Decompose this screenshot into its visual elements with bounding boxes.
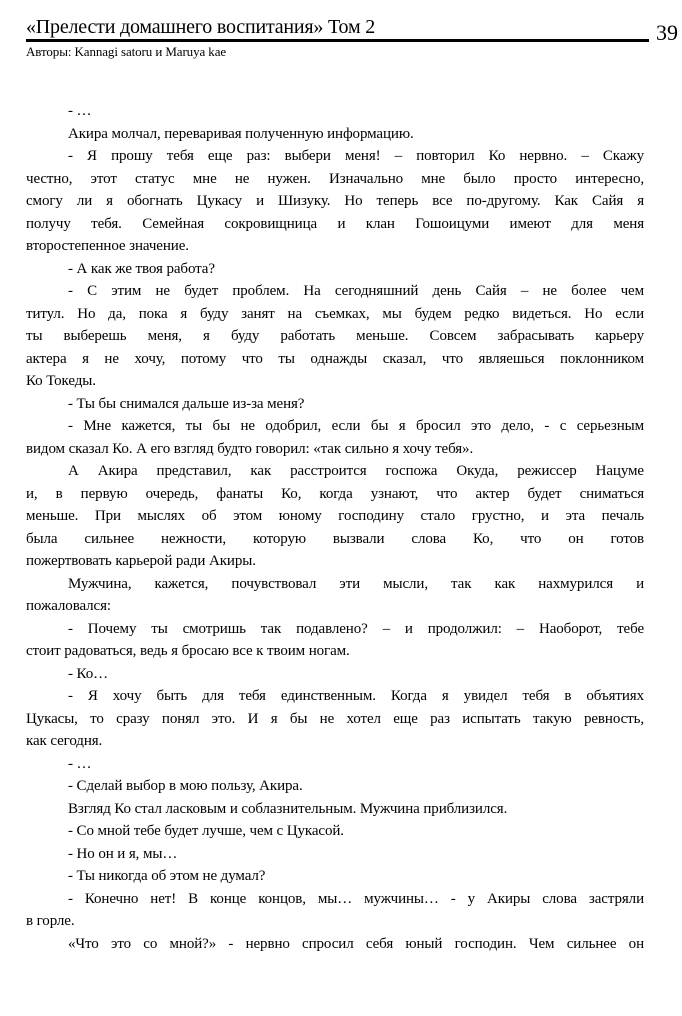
text-line: в горле. [26,913,75,929]
paragraph [26,888,644,933]
text-line: актера я не хочу, потому что ты однажды сказал, что являешься поклонником [26,350,644,367]
text-line: - Я прошу тебя еще раз: выбери меня! – повторил Ко нервно. – Скажу [68,148,644,164]
text-line: - Ко… [68,665,109,682]
header-rule [26,16,649,42]
text-line: - Но он и я, мы… [68,845,178,862]
paragraph [26,573,644,618]
paragraph [26,618,644,663]
text-line: - С этим не будет проблем. На сегодняшний день Сайя – не более чем [68,283,644,299]
body-text [26,100,644,955]
text-line: - Ты никогда об этом не думал? [68,868,266,884]
page-header [26,16,678,45]
text-line: титул. Но да, пока я буду занят на съемках, мы будем редко видеться. Но если [26,305,644,322]
text-line: Ко Токеды. [26,373,96,389]
text-line: - Со мной тебе будет лучше, чем с Цукасой. [68,823,344,839]
text-line: стоит радоваться, ведь я бросаю все к твоим ногам. [26,643,350,659]
text-line: - Почему ты смотришь так подавлено? – и продолжил: – Наоборот, тебе [68,620,644,637]
text-line: меньше. При мыслях об этом юному господину стало грустно, и эта печаль [26,508,644,524]
text-line: Мужчина, кажется, почувствовал эти мысли, так как нахмурился и [68,575,644,592]
text-line: видом сказал Ко. А его взгляд будто говорил: «так сильно я хочу тебя». [26,440,474,457]
text-line: как сегодня. [26,733,103,749]
paragraph [26,415,644,460]
text-line: получу тебя. Семейная сокровищница и клан Гошоицуми имеют для меня [26,215,644,232]
text-line: - Мне кажется, ты бы не одобрил, если бы я бросил это дело, - с серьезным [68,418,644,434]
text-line: и, в первую очередь, фанаты Ко, когда узнают, что актер будет сниматься [26,485,644,502]
text-line: Акира молчал, переваривая полученную информацию. [68,125,414,142]
paragraph [26,820,644,843]
paragraph [26,258,644,281]
text-line: второстепенное значение. [26,238,189,254]
text-line: «Что это со мной?» - нервно спросил себя юный господин. Чем сильнее он [68,935,644,952]
paragraph [26,100,644,123]
authors-line: Авторы: Kannagi satoru и Maruya kae [26,44,227,59]
text-line: ты выберешь меня, я буду работать меньше. Совсем забрасывать карьеру [26,328,644,344]
paragraph [26,775,644,798]
text-line: Цукасы, то сразу понял это. И я бы не хотел еще раз испытать такую ревность, [26,710,644,727]
text-line: была сильнее нежности, которую вызвали слова Ко, что он готов [26,530,644,547]
text-line: - А как же твоя работа? [68,260,215,277]
text-line: - Я хочу быть для тебя единственным. Когда я увидел тебя в объятиях [68,688,644,704]
text-line: пожаловался: [26,598,111,614]
paragraph [26,753,644,776]
paragraph [26,123,644,146]
text-line: смогу ли я обогнать Цукасу и Шизуку. Но теперь все по-другому. Как Сайя я [26,193,644,209]
text-line: - Ты бы снимался дальше из-за меня? [68,395,305,412]
text-line: Взгляд Ко стал ласковым и соблазнительным. Мужчина приблизился. [68,800,508,817]
text-line: честно, этот статус мне не нужен. Изначально мне было просто интересно, [26,170,644,187]
paragraph [26,145,644,258]
paragraph [26,280,644,393]
paragraph [26,933,644,956]
paragraph [26,663,644,686]
text-line: - Сделай выбор в мою пользу, Акира. [68,778,303,794]
text-line: - … [68,755,92,772]
paragraph [26,865,644,888]
page-number: 39 [656,20,678,45]
text-line: - Конечно нет! В конце концов, мы… мужчины… - у Акиры слова застряли [68,890,644,907]
paragraph [26,685,644,753]
text-line: - … [68,103,92,119]
paragraph [26,843,644,866]
paragraph [26,798,644,821]
paragraph [26,460,644,573]
paragraph [26,393,644,416]
text-line: А Акира представил, как расстроится госпожа Окуда, режиссер Нацуме [68,463,644,479]
document-page [0,16,682,1016]
page-title: «Прелести домашнего воспитания» Том 2 [26,16,376,38]
text-line: пожертвовать карьерой ради Акиры. [26,553,256,569]
